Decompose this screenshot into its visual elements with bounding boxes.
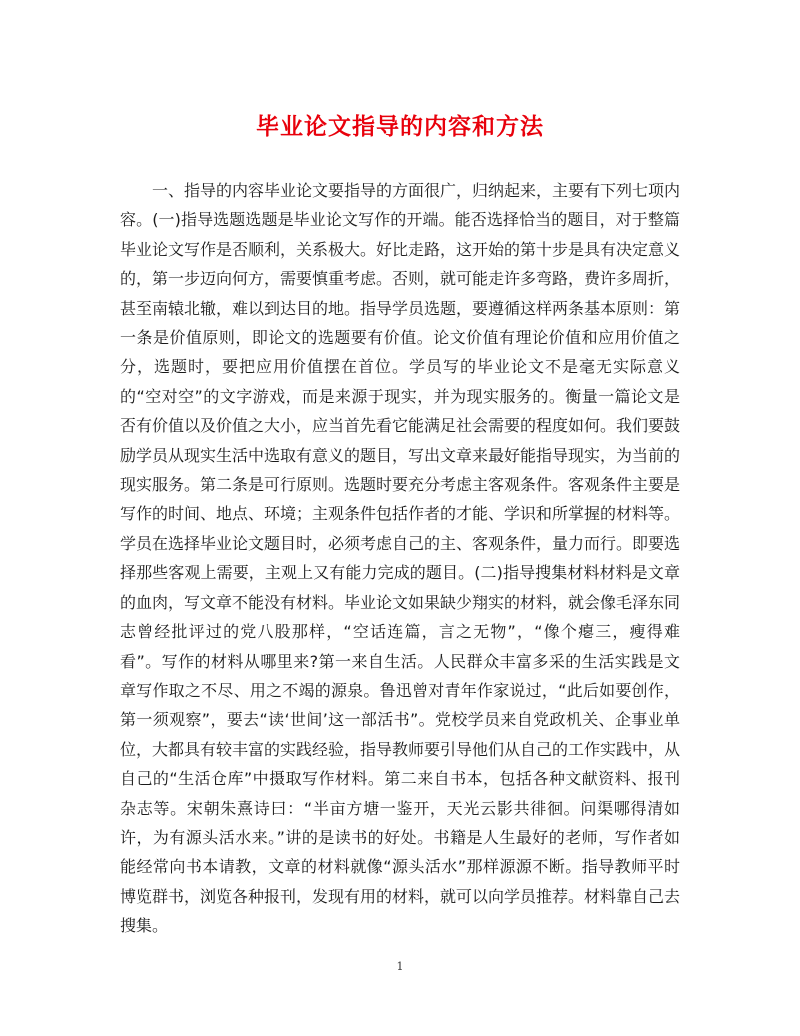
body-paragraph: 一、指导的内容毕业论文要指导的方面很广，归纳起来，主要有下列七项内容。(一)指导选题选题是毕业论文写作的开端。能否选择恰当的题目，对于整篇毕业论文写作是否顺利，关系极大。好比走路，这开始的第十步是具有决定意义的，第一步迈向何方，需要慎重考虑。否则，就可能走许多弯路，费许多周折，甚至南辕北辙，难以到达目的地。指导学员选题，要遵循这样两条基本原则：第一条是价值原则，即论文的选题要有价值。论文价值有理论价值和应用价值之分，选题时，要把应用价值摆在首位。学员写的毕业论文不是毫无实际意义的“空对空”的文字游戏，而是来源于现实，并为现实服务的。衡量一篇论文是否有价值以及价值之大小，应当首先看它能满足社会需要的程度如何。我们要鼓励学员从现实生活中选取有意义的题目，写出文章来最好能指导现实，为当前的现实服务。第二条是可行原则。选题时要充分考虑主客观条件。客观条件主要是写作的时间、地点、环境；主观条件包括作者的才能、学识和所掌握的材料等。学员在选择毕业论文题目时，必须考虑自己的主、客观条件，量力而行。即要选择那些客观上需要，主观上又有能力完成的题目。(二)指导搜集材料材料是文章的血肉，写文章不能没有材料。毕业论文如果缺少翔实的材料，就会像毛泽东同志曾经批评过的党八股那样，“空话连篇，言之无物”，“像个瘪三，瘦得难看”。写作的材料从哪里来?第一来自生活。人民群众丰富多采的生活实践是文章写作取之不尽、用之不竭的源泉。鲁迅曾对青年作家说过，“此后如要创作，第一须观察”，要去“读‘世间’这一部活书”。党校学员来自党政机关、企事业单位，大都具有较丰富的实践经验，指导教师要引导他们从自己的工作实践中，从自己的“生活仓库”中摄取写作材料。第二来自书本，包括各种文献资料、报刊杂志等。宋朝朱熹诗曰：“半亩方塘一鉴开，天光云影共徘徊。问渠哪得清如许，为有源头活水来。”讲的是读书的好处。书籍是人生最好的老师，写作者如能经常向书本请教，文章的材料就像“源头活水”那样源源不断。指导教师平时博览群书，浏览各种报刊，发现有用的材料，就可以向学员推荐。材料靠自己去搜集。: [120, 181, 681, 936]
page-number: 1: [396, 960, 404, 973]
document-title: 毕业论文指导的内容和方法: [256, 114, 544, 140]
